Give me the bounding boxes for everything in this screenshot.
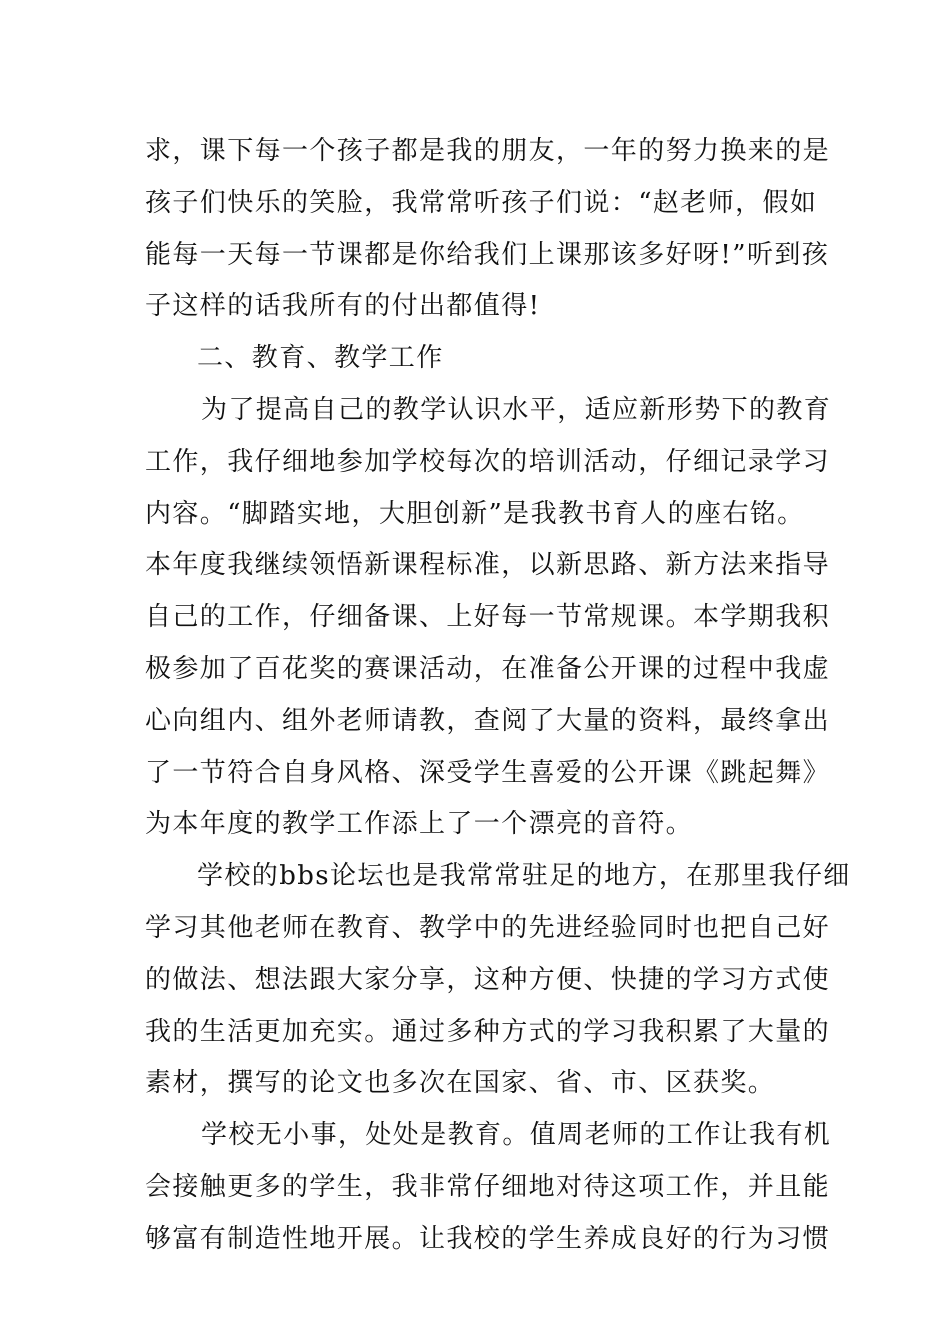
text-line: 孩子们快乐的笑脸，我常常听孩子们说：“赵老师，假如 [145,187,818,218]
paragraph-first-line: 为了提高自己的教学认识水平，适应新形势下的教育 [201,394,832,425]
text-line: 我的生活更加充实。通过多种方式的学习我积累了大量的 [145,1016,831,1047]
text-line: 能每一天每一节课都是你给我们上课那该多好呀!”听到孩 [145,239,830,270]
text-line: 素材，撰写的论文也多次在国家、省、市、区获奖。 [145,1068,776,1099]
text-line: 学习其他老师在教育、教学中的先进经验同时也把自己好 [145,912,831,943]
text-line: 本年度我继续领悟新课程标准，以新思路、新方法来指导 [145,550,831,581]
text-line: 为本年度的教学工作添上了一个漂亮的音符。 [145,809,694,840]
text-line: 内容。“脚踏实地，大胆创新”是我教书育人的座右铭。 [145,498,805,529]
document-body [145,126,851,1266]
text-line: 够富有制造性地开展。让我校的学生养成良好的行为习惯 [145,1223,831,1254]
text-line: 工作，我仔细地参加学校每次的培训活动，仔细记录学习 [145,446,831,477]
text-line: 了一节符合自身风格、深受学生喜爱的公开课《跳起舞》 [145,757,831,788]
paragraph-first-line: 学校的bbs论坛也是我常常驻足的地方，在那里我仔细 [197,861,851,892]
text-line: 极参加了百花奖的赛课活动，在准备公开课的过程中我虚 [145,653,831,684]
text-line: 心向组内、组外老师请教，查阅了大量的资料，最终拿出 [145,705,831,736]
section-heading: 二、教育、教学工作 [197,343,444,374]
text-line: 自己的工作，仔细备课、上好每一节常规课。本学期我积 [145,602,831,633]
text-line: 子这样的话我所有的付出都值得! [145,291,541,322]
text-line: 的做法、想法跟大家分享，这种方便、快捷的学习方式使 [145,964,831,995]
text-line: 会接触更多的学生，我非常仔细地对待这项工作，并且能 [145,1171,831,1202]
paragraph-first-line: 学校无小事，处处是教育。值周老师的工作让我有机 [201,1120,832,1151]
text-line: 求，课下每一个孩子都是我的朋友，一年的努力换来的是 [145,136,831,166]
